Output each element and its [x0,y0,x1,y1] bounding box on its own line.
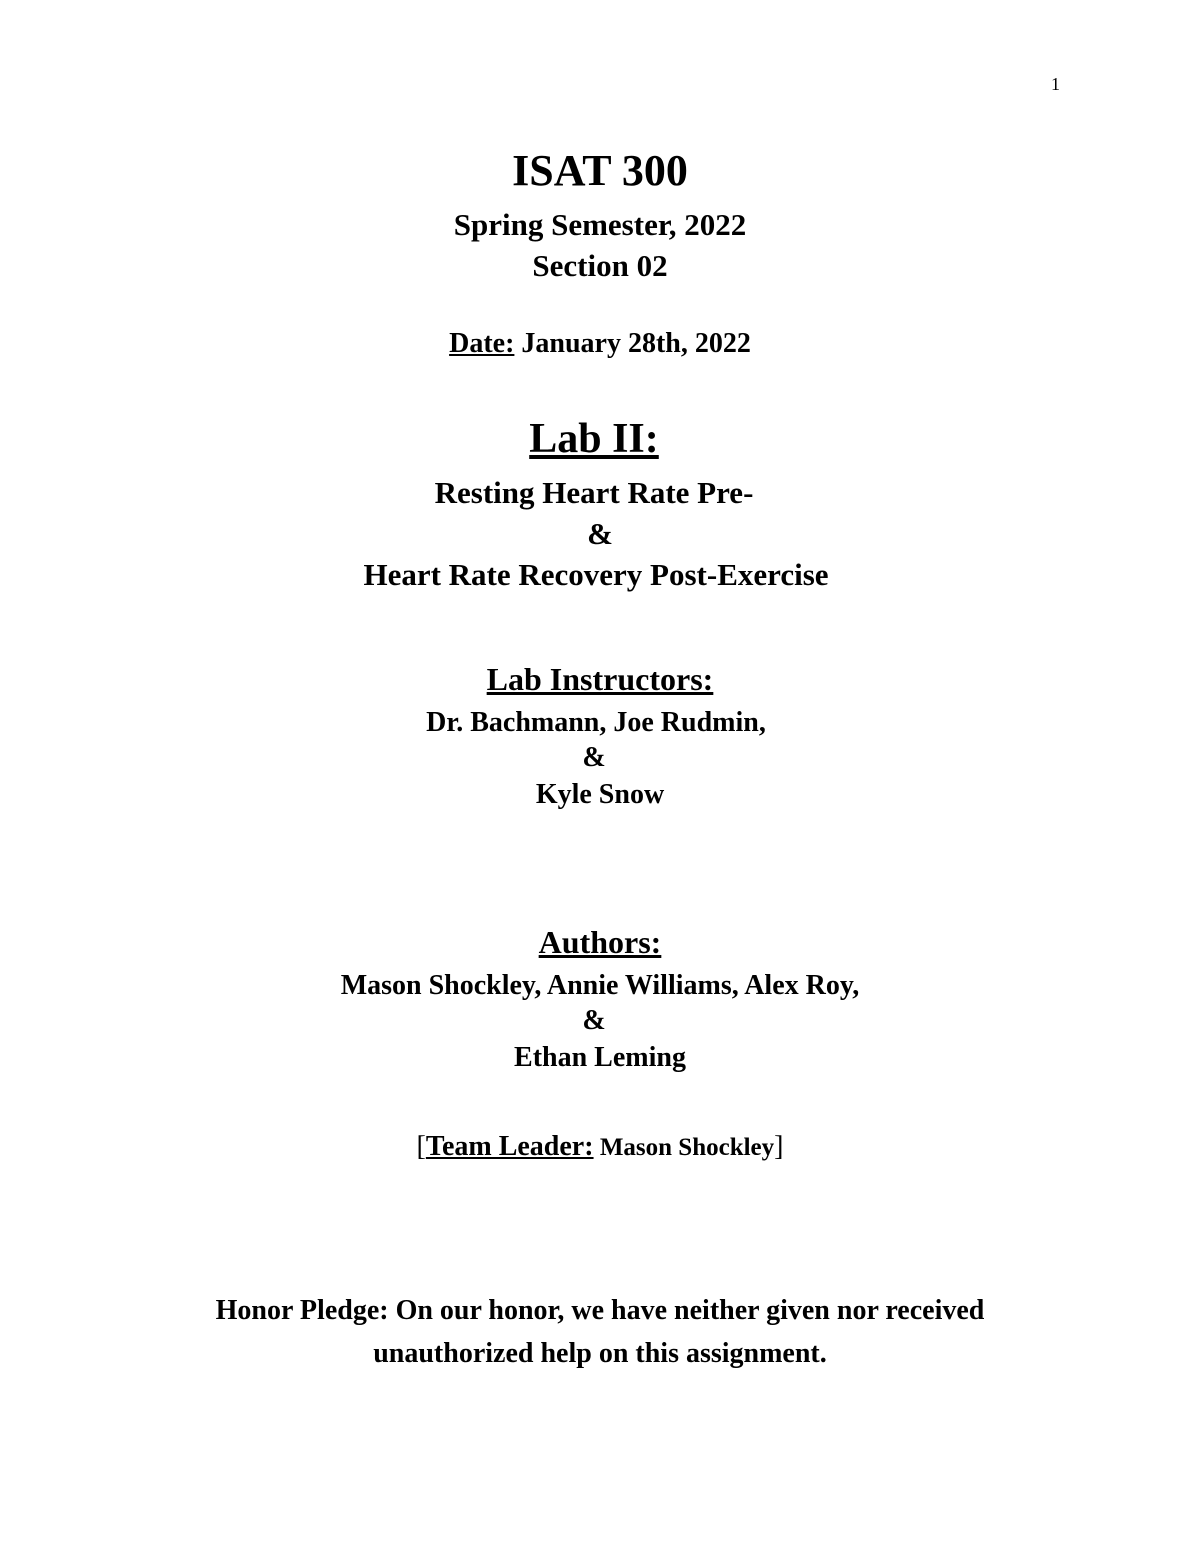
date-line [0,325,1200,363]
lab-subtitle-ampersand: & [587,516,613,551]
date-value: January 28th, 2022 [514,328,751,359]
section-line: Section 02 [532,248,668,283]
authors-line-2: Ethan Leming [514,1042,686,1073]
semester-line: Spring Semester, 2022 [453,207,747,242]
team-leader-name: Mason Shockley [593,1134,775,1161]
lab-subtitle-line-2: Heart Rate Recovery Post-Exercise [363,557,829,592]
page-number: 1 [1051,74,1060,94]
lab-title: Lab II: [529,416,659,462]
team-leader-label: Team Leader: [425,1131,594,1162]
authors-ampersand: & [582,1005,606,1036]
instructors-line-2: Kyle Snow [535,779,665,810]
honor-pledge-line-2: unauthorized help on this assignment. [373,1338,827,1369]
team-leader-line [0,1128,1200,1167]
instructors-ampersand: & [582,742,606,773]
instructors-line-1: Dr. Bachmann, Joe Rudmin, [426,707,766,738]
lab-subtitle-line-1: Resting Heart Rate Pre- [434,475,754,510]
instructors-heading: Lab Instructors: [486,661,714,697]
team-leader-close-bracket: ] [774,1131,784,1162]
date-label: Date: [449,328,515,359]
course-title: ISAT 300 [512,146,688,195]
authors-line-1: Mason Shockley, Annie Williams, Alex Roy, [340,970,860,1001]
honor-pledge-line-1: Honor Pledge: On our honor, we have neither given nor received [215,1295,985,1326]
team-leader-open-bracket: [ [416,1131,426,1162]
authors-heading: Authors: [538,924,662,960]
